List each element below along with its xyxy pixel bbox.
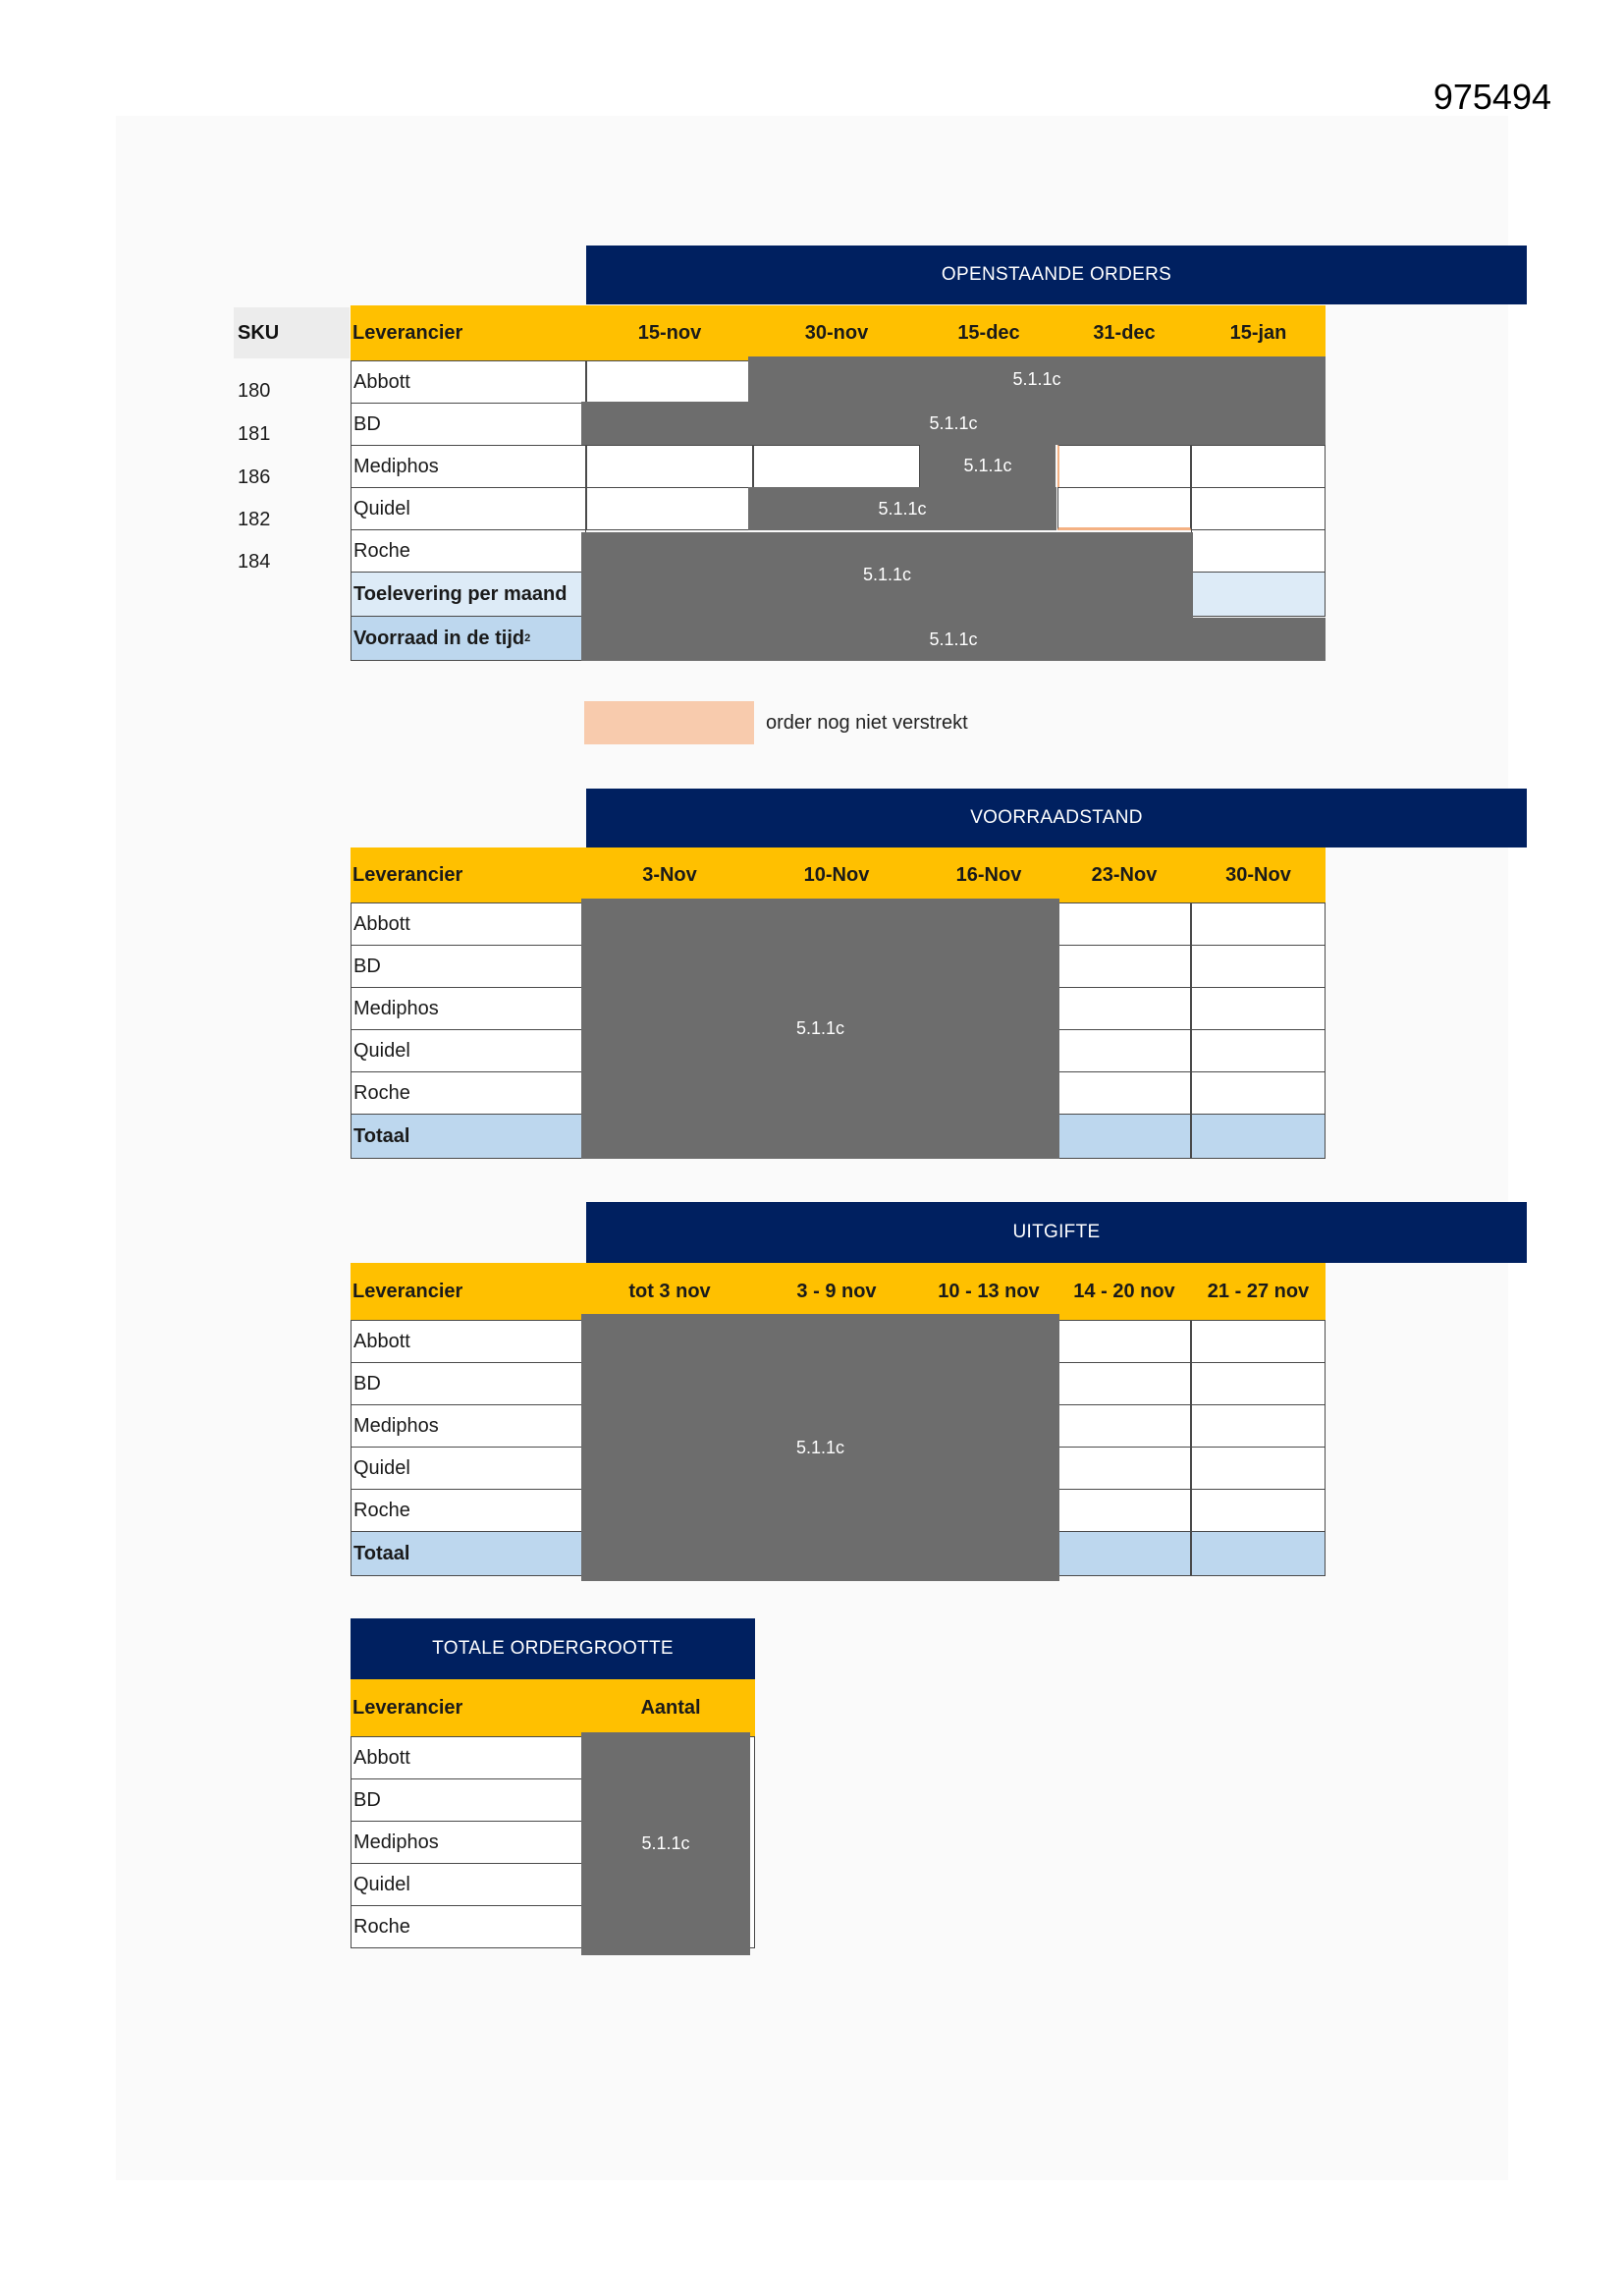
total-order-size-supplier-header: Leverancier	[352, 1696, 463, 1719]
data-cell	[1191, 945, 1326, 988]
supplier-name: Quidel	[351, 1447, 586, 1490]
stock-level-title: VOORRAADSTAND	[586, 789, 1527, 847]
supplier-name: Abbott	[351, 1736, 586, 1779]
open-orders-col-header: 30-nov	[804, 321, 869, 344]
redaction-box: 5.1.1c	[581, 1314, 1059, 1581]
issue-col-header: tot 3 nov	[628, 1280, 711, 1302]
data-cell	[1057, 945, 1191, 988]
stock-level-supplier-header: Leverancier	[352, 863, 463, 886]
data-cell	[1191, 487, 1326, 530]
issue-supplier-header: Leverancier	[352, 1280, 463, 1302]
open-orders-col-header: 15-jan	[1229, 321, 1287, 344]
supplier-name: Abbott	[351, 902, 586, 946]
document-id: 975494	[1433, 77, 1551, 117]
legend-swatch	[584, 701, 754, 744]
data-cell	[586, 360, 753, 404]
supply-cell	[1191, 572, 1326, 617]
data-cell	[1057, 1320, 1191, 1363]
total-order-size-amount-header: Aantal	[640, 1696, 701, 1719]
data-cell	[1057, 987, 1191, 1030]
issue-col-header: 3 - 9 nov	[796, 1280, 877, 1302]
issue-title: UITGIFTE	[586, 1202, 1527, 1263]
supplier-name: BD	[351, 945, 586, 988]
sku-value: 184	[238, 550, 271, 573]
data-cell	[1191, 1320, 1326, 1363]
redaction-box: 5.1.1c	[581, 899, 1059, 1159]
data-cell	[1057, 1489, 1191, 1532]
total-cell	[1191, 1114, 1326, 1159]
total-cell	[1191, 1531, 1326, 1576]
supplier-name: Quidel	[351, 1029, 586, 1072]
data-cell	[1057, 902, 1191, 946]
legend-label: order nog niet verstrekt	[766, 711, 968, 734]
supplier-name: Mediphos	[351, 987, 586, 1030]
data-cell	[1057, 1447, 1191, 1490]
data-cell	[1191, 1029, 1326, 1072]
stock-level-col-header: 23-Nov	[1091, 863, 1158, 886]
open-orders-col-header: 31-dec	[1093, 321, 1156, 344]
supplier-name: Roche	[351, 529, 586, 573]
supplier-name: Mediphos	[351, 445, 586, 488]
open-orders-title: OPENSTAANDE ORDERS	[586, 246, 1527, 304]
redaction-box: 5.1.1c	[581, 1732, 750, 1955]
issue-col-header: 14 - 20 nov	[1073, 1280, 1175, 1302]
redaction-box: 5.1.1c	[748, 356, 1326, 402]
redaction-box: 5.1.1c	[920, 445, 1056, 487]
data-cell	[1057, 1362, 1191, 1405]
data-cell	[1057, 445, 1191, 488]
data-cell	[1057, 1404, 1191, 1448]
redaction-box: 5.1.1c	[581, 618, 1326, 661]
sku-value: 180	[238, 379, 271, 402]
open-orders-supplier-header: Leverancier	[352, 321, 463, 344]
stock-row-label: Voorraad in de tijd 2	[351, 616, 586, 661]
supplier-name: Mediphos	[351, 1404, 586, 1448]
sku-value: 182	[238, 508, 271, 530]
open-orders-col-header: 15-dec	[957, 321, 1020, 344]
data-cell	[1191, 1447, 1326, 1490]
data-cell	[1191, 1404, 1326, 1448]
data-cell	[1057, 1071, 1191, 1115]
supplier-name: BD	[351, 403, 586, 446]
data-cell	[1191, 445, 1326, 488]
sku-value: 181	[238, 422, 271, 445]
supplier-name: Mediphos	[351, 1821, 586, 1864]
issue-col-header: 21 - 27 nov	[1207, 1280, 1310, 1302]
supplier-name: Roche	[351, 1071, 586, 1115]
data-cell	[586, 445, 753, 488]
data-cell	[753, 445, 920, 488]
supplier-name: Abbott	[351, 360, 586, 404]
supplier-name: BD	[351, 1778, 586, 1822]
total-cell	[1057, 1114, 1191, 1159]
supplier-name: Roche	[351, 1489, 586, 1532]
supplier-name: BD	[351, 1362, 586, 1405]
data-cell	[1191, 902, 1326, 946]
sku-header: SKU	[234, 307, 350, 358]
total-row-label: Totaal	[351, 1114, 586, 1159]
data-cell	[1191, 529, 1326, 573]
open-orders-col-header: 15-nov	[637, 321, 702, 344]
total-cell	[1057, 1531, 1191, 1576]
supplier-name: Roche	[351, 1905, 586, 1948]
total-row-label: Totaal	[351, 1531, 586, 1576]
total-order-size-title: TOTALE ORDERGROOTTE	[351, 1618, 755, 1679]
sku-value: 186	[238, 465, 271, 488]
redaction-box: 5.1.1c	[748, 487, 1056, 530]
data-cell	[1191, 987, 1326, 1030]
data-cell	[1191, 1489, 1326, 1532]
supplier-name: Abbott	[351, 1320, 586, 1363]
stock-level-col-header: 16-Nov	[955, 863, 1022, 886]
redaction-box: 5.1.1c	[581, 402, 1326, 445]
data-cell	[1191, 1362, 1326, 1405]
data-cell	[1057, 1029, 1191, 1072]
stock-level-col-header: 10-Nov	[803, 863, 870, 886]
supplier-name: Quidel	[351, 1863, 586, 1906]
data-cell	[1191, 1071, 1326, 1115]
supplier-name: Quidel	[351, 487, 586, 530]
stock-level-col-header: 3-Nov	[642, 863, 697, 886]
issue-col-header: 10 - 13 nov	[938, 1280, 1040, 1302]
redaction-box: 5.1.1c	[581, 532, 1193, 618]
stock-level-col-header: 30-Nov	[1225, 863, 1291, 886]
supply-row-label: Toelevering per maand	[351, 572, 586, 617]
data-cell	[1057, 487, 1191, 530]
data-cell	[586, 487, 753, 530]
